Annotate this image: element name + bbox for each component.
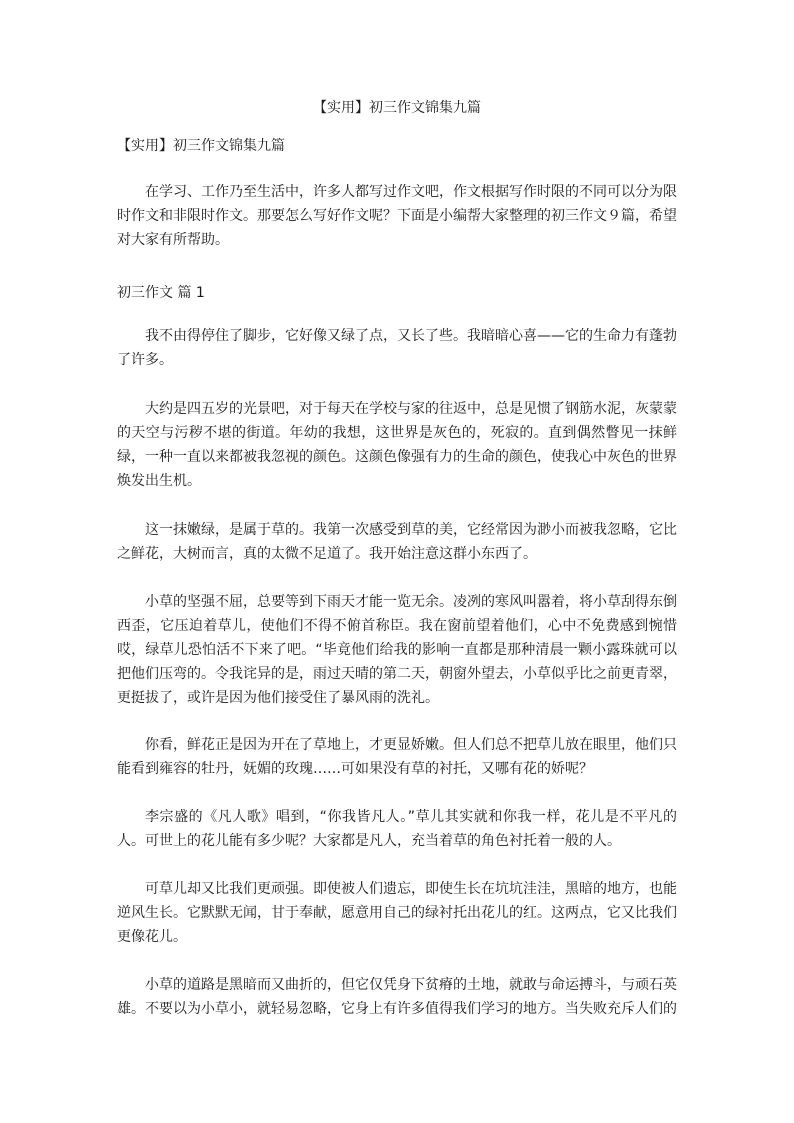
body-paragraph: 小草的坚强不屈，总要等到下雨天才能一览无余。凌冽的寒风叫嚣着，将小草刮得东倒西歪，它压迫着草儿，使他们不得不俯首称臣。我在窗前望着他们，心中不免费感到惋惜哎，绿草儿恐怕活不下来了吧。“毕竟他们给我的影响一直都是那种清晨一颗小露珠就可以把他们压弯的。令我诧异的是，雨过天晴的第二天，朝窗外望去，小草似乎比之前更青翠，更挺拔了，或许是因为他们接受住了暴风雨的洗礼。 — [117, 594, 677, 706]
body-paragraph: 这一抹嫩绿，是属于草的。我第一次感受到草的美，它经常因为渺小而被我忽略，它比之鲜花，大树而言，真的太微不足道了。我开始注意这群小东西了。 — [117, 522, 677, 562]
body-paragraph: 可草儿却又比我们更顽强。即使被人们遗忘，即使生长在坑坑洼洼，黑暗的地方，也能逆风生长。它默默无闻，甘于奉献，愿意用自己的绿衬托出花儿的红。这两点，它又比我们更像花儿。 — [117, 881, 677, 945]
intro-paragraph: 在学习、工作乃至生活中，许多人都写过作文吧，作文根据写作时限的不同可以分为限时作文和非限时作文。那要怎么写好作文呢？下面是小编帮大家整理的初三作文９篇，希望对大家有所帮助。 — [117, 184, 677, 248]
section-heading: 初三作文 篇 1 — [117, 285, 205, 301]
document-subtitle: 【实用】初三作文锦集九篇 — [117, 138, 285, 154]
body-paragraph: 我不由得停住了脚步，它好像又绿了点，又长了些。我暗暗心喜——它的生命力有蓬勃了许多。 — [117, 328, 677, 368]
body-paragraph: 小草的道路是黑暗而又曲折的，但它仅凭身下贫瘠的土地，就敢与命运搏斗，与顽石英雄。不要以为小草小，就轻易忽略，它身上有许多值得我们学习的地方。当失败充斥人们的 — [117, 977, 677, 1017]
body-paragraph: 你看，鲜花正是因为开在了草地上，才更显娇嫩。但人们总不把草儿放在眼里，他们只能看到雍容的牡丹，妩媚的玫瑰……可如果没有草的衬托，又哪有花的娇呢？ — [117, 737, 677, 777]
page-title: 【实用】初三作文锦集九篇 — [313, 100, 481, 116]
body-paragraph: 大约是四五岁的光景吧，对于每天在学校与家的往返中，总是见惯了钢筋水泥，灰蒙蒙的天空与污秽不堪的街道。年幼的我想，这世界是灰色的，死寂的。直到偶然瞥见一抹鲜绿，一种一直以来都被我忽视的颜色。这颜色像强有力的生命的颜色，使我心中灰色的世界焕发出生机。 — [117, 401, 677, 489]
body-paragraph: 李宗盛的《凡人歌》唱到，“你我皆凡人。”草儿其实就和你我一样，花儿是不平凡的人。可世上的花儿能有多少呢？大家都是凡人，充当着草的角色衬托着一般的人。 — [117, 809, 677, 849]
